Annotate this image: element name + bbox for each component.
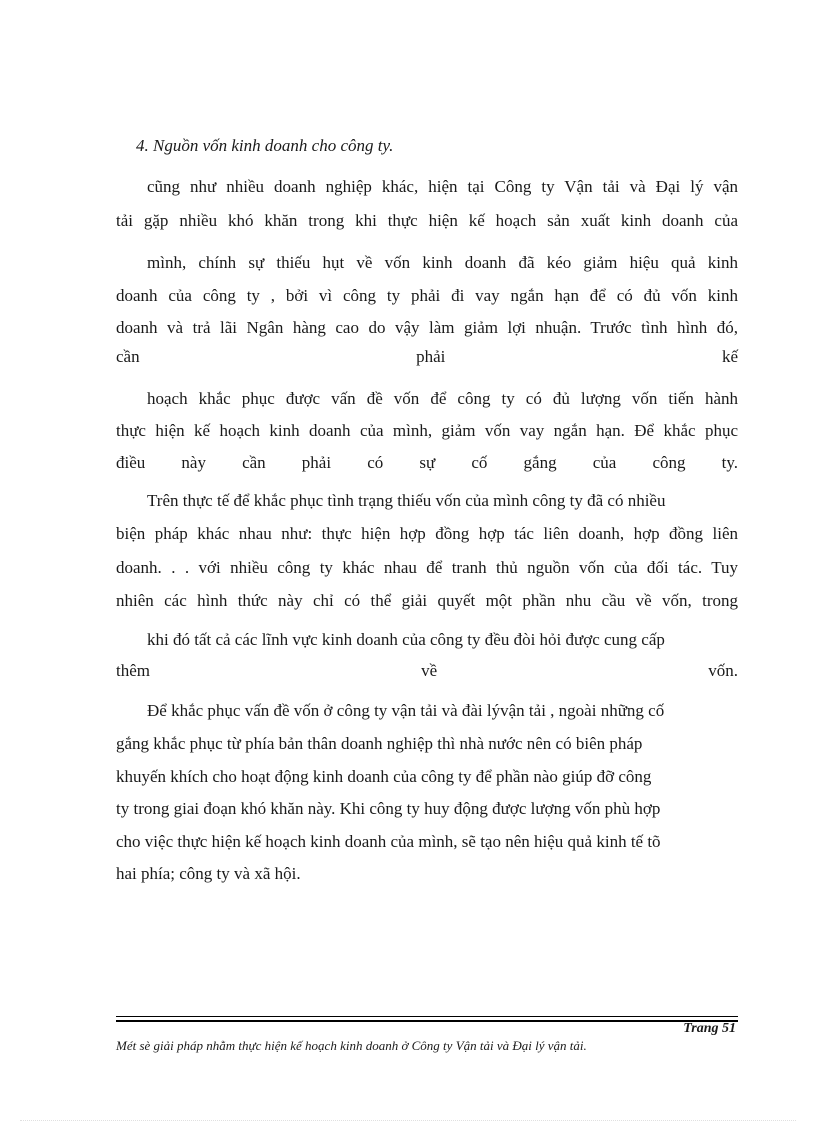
footer-caption: Mét sè giải pháp nhằm thực hiện kế hoạch kinh doanh ở Công ty Vận tải và Đại lý vận tải. xyxy=(116,1038,587,1053)
text-line: biện pháp khác nhau như: thực hiện hợp đồng hợp tác liên doanh, hợp đồng liên xyxy=(116,524,738,543)
page-number: Trang 51 xyxy=(683,1021,736,1036)
text-line: Trên thực tế để khắc phục tình trạng thiếu vốn của mình công ty đã có nhiều xyxy=(147,491,666,510)
text-line: thực hiện kế hoạch kinh doanh của mình, giảm vốn vay ngắn hạn. Để khắc phục xyxy=(116,421,738,440)
text-line: doanh và trả lãi Ngân hàng cao do vậy làm giảm lợi nhuận. Trước tình hình đó, xyxy=(116,318,738,337)
text-line: ty trong giai đoạn khó khăn này. Khi công ty huy động được lượng vốn phù hợp xyxy=(116,799,661,818)
text-line: cần phải kế xyxy=(116,347,738,366)
text-line: doanh. . . với nhiều công ty khác nhau để tranh thủ nguồn vốn của đối tác. Tuy xyxy=(116,558,738,577)
text-line: thêm về vốn. xyxy=(116,661,738,680)
text-line: hoạch khắc phục được vấn đề vốn để công ty có đủ lượng vốn tiến hành xyxy=(147,389,738,408)
text-line: điều này cần phải có sự cố gắng của công ty. xyxy=(116,453,738,472)
text-line: tải gặp nhiều khó khăn trong khi thực hiện kế hoạch sản xuất kinh doanh của xyxy=(116,211,738,230)
text-line: khuyến khích cho hoạt động kinh doanh của công ty để phần nào giúp đỡ công xyxy=(116,767,652,786)
text-line: Để khắc phục vấn đề vốn ở công ty vận tải và đài lývận tải , ngoài những cố xyxy=(147,701,665,720)
text-line: mình, chính sự thiếu hụt về vốn kinh doanh đã kéo giảm hiệu quả kinh xyxy=(147,253,738,272)
page-edge-divider xyxy=(20,1120,796,1121)
footer-rule xyxy=(116,1016,738,1017)
text-line: nhiên các hình thức này chỉ có thể giải quyết một phần nhu cầu về vốn, trong xyxy=(116,591,738,610)
text-line: gắng khắc phục từ phía bản thân doanh nghiệp thì nhà nước nên có biên pháp xyxy=(116,734,643,753)
section-heading: 4. Nguồn vốn kinh doanh cho công ty. xyxy=(136,136,394,155)
text-line: cho việc thực hiện kế hoạch kinh doanh của mình, sẽ tạo nên hiệu quả kinh tế tõ xyxy=(116,832,661,851)
text-line: khi đó tất cả các lĩnh vực kinh doanh của công ty đều đòi hỏi được cung cấp xyxy=(147,630,665,649)
text-line: doanh của công ty , bởi vì công ty phải đi vay ngắn hạn để có đủ vốn kinh xyxy=(116,286,738,305)
text-line: cũng như nhiều doanh nghiệp khác, hiện tại Công ty Vận tải và Đại lý vận xyxy=(147,177,738,196)
footer-rule xyxy=(116,1020,738,1022)
text-line: hai phía; công ty và xã hội. xyxy=(116,864,301,883)
